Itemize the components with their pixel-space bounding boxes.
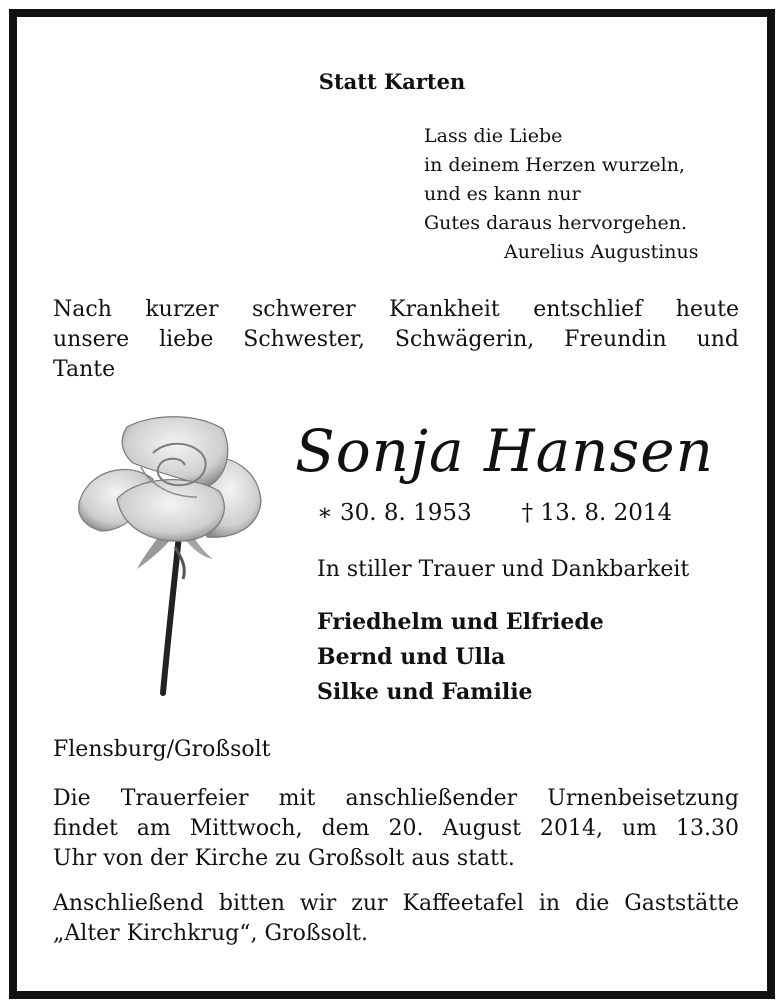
intro-line: Nach kurzer schwerer Krankheit entschlief heute [53, 297, 739, 322]
mourner-name: Bernd und Ulla [317, 644, 506, 670]
intro-text [53, 295, 739, 385]
coffee-text [53, 889, 739, 949]
heading: Statt Karten [318, 69, 466, 94]
obituary-notice [9, 9, 775, 999]
ceremony-text [53, 784, 739, 874]
intro-line: Tante [53, 357, 116, 382]
mourners-list [317, 605, 604, 710]
death-date: † 13. 8. 2014 [521, 500, 673, 526]
coffee-line: „Alter Kirchkrug“, Großsolt. [53, 921, 368, 946]
mourning-line: In stiller Trauer und Dankbarkeit [317, 557, 690, 582]
coffee-line: Anschließend bitten wir zur Kaffeetafel in die Gaststätte [53, 891, 739, 916]
birth-date: ∗ 30. 8. 1953 [317, 500, 472, 526]
place: Flensburg/Großsolt [53, 737, 271, 762]
ceremony-line: Die Trauerfeier mit anschließender Urnenbeisetzung [53, 786, 739, 811]
mourner-name: Silke und Familie [317, 679, 533, 705]
quote-block [424, 122, 699, 267]
rose-image [57, 407, 277, 707]
mourner-name: Friedhelm und Elfriede [317, 609, 604, 635]
quote-line: in deinem Herzen wurzeln, [424, 154, 685, 176]
quote-line: Gutes daraus hervorgehen. [424, 212, 687, 234]
ceremony-line: Uhr von der Kirche zu Großsolt aus statt. [53, 846, 515, 871]
quote-line: Lass die Liebe [424, 125, 563, 147]
quote-line: und es kann nur [424, 183, 581, 205]
deceased-name: Sonja Hansen [295, 417, 714, 485]
life-dates [317, 500, 672, 526]
quote-author: Aurelius Augustinus [504, 241, 699, 263]
intro-line: unsere liebe Schwester, Schwägerin, Freundin und [53, 327, 739, 352]
ceremony-line: findet am Mittwoch, dem 20. August 2014, um 13.30 [53, 816, 739, 841]
